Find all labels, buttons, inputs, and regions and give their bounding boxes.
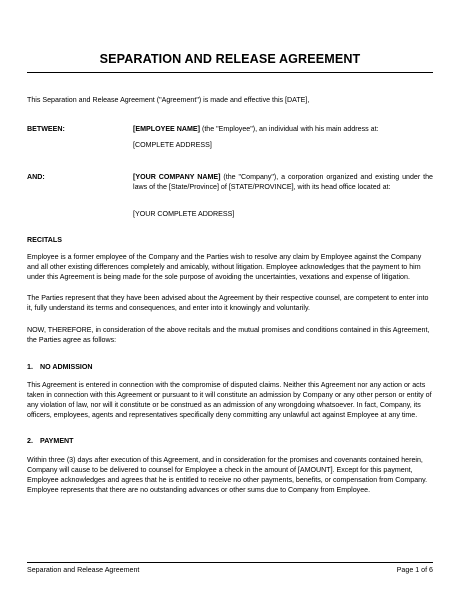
recitals-paragraph-3: NOW, THEREFORE, in consideration of the above recitals and the mutual promises and conditions contained in this Agreement, the Parties agree as follows: xyxy=(27,326,430,344)
footer-rule xyxy=(27,562,433,563)
section-2-text: Within three (3) days after execution of this Agreement, and in consideration for the promises and covenants contained herein, Company will cause to be delivered to counsel for Employee a check in the amount of [AMOUNT]. Except for this payment, Employee acknowledges and agrees that he is entitled to receive no other payments, benefits, or compensation from Company. Employee represents that there are no outstanding advances or other sums due to Company from Employee. xyxy=(27,456,428,494)
and-party xyxy=(133,172,433,192)
between-text: (the "Employee"), an individual with his main address at: xyxy=(200,125,379,133)
and-label: AND: xyxy=(27,173,45,181)
section-2-number: 2. xyxy=(27,437,33,445)
section-1-title: NO ADMISSION xyxy=(40,363,93,371)
employee-name: [EMPLOYEE NAME] xyxy=(133,125,200,133)
company-address: [YOUR COMPLETE ADDRESS] xyxy=(133,210,235,218)
company-name: [YOUR COMPANY NAME] xyxy=(133,173,221,181)
and-text: (the "Company"), a corporation organized and existing under the laws of the [State/Province] of [STATE/PROVINCE], with its head office located at: xyxy=(133,173,433,191)
between-party xyxy=(133,124,433,134)
section-2-heading xyxy=(27,436,74,446)
recitals-paragraph-2: The Parties represent that they have been advised about the Agreement by their respective counsel, are competent to enter into it, fully understand its terms and consequences, and enter into it knowingly and voluntarily. xyxy=(27,294,429,312)
document-title: SEPARATION AND RELEASE AGREEMENT xyxy=(99,52,361,66)
section-1-heading xyxy=(27,362,93,372)
section-1-number: 1. xyxy=(27,363,33,371)
employee-address: [COMPLETE ADDRESS] xyxy=(133,141,212,149)
footer-document-name: Separation and Release Agreement xyxy=(27,566,140,574)
between-label: BETWEEN: xyxy=(27,125,65,133)
title-rule xyxy=(27,72,433,73)
footer-page-number: Page 1 of 6 xyxy=(396,566,433,574)
section-2-title: PAYMENT xyxy=(40,437,74,445)
recitals-paragraph-1: Employee is a former employee of the Company and the Parties wish to resolve any claim by Employee against the Company and all other existing differences completely and amicably, without litigation. Employee acknowledges that the payment to him under this Agreement is being made for the sole purpose of avoiding the uncertainties, vexations and expense of litigation. xyxy=(27,253,422,281)
intro-paragraph: This Separation and Release Agreement ("Agreement") is made and effective this [DATE], xyxy=(27,96,310,104)
recitals-heading: RECITALS xyxy=(27,236,62,244)
section-1-text: This Agreement is entered in connection with the compromise of disputed claims. Neither this Agreement nor any action or acts taken in connection with this Agreement or pursuant to it will constitute an admission by Company or any other person or entity of any violation of law, nor will it constitute or be construed as an admission of any wrongdoing whatsoever. In fact, Company, its officers, employees, agents and representatives specifically deny committing any unlawful act against Employee at any time. xyxy=(27,381,432,419)
